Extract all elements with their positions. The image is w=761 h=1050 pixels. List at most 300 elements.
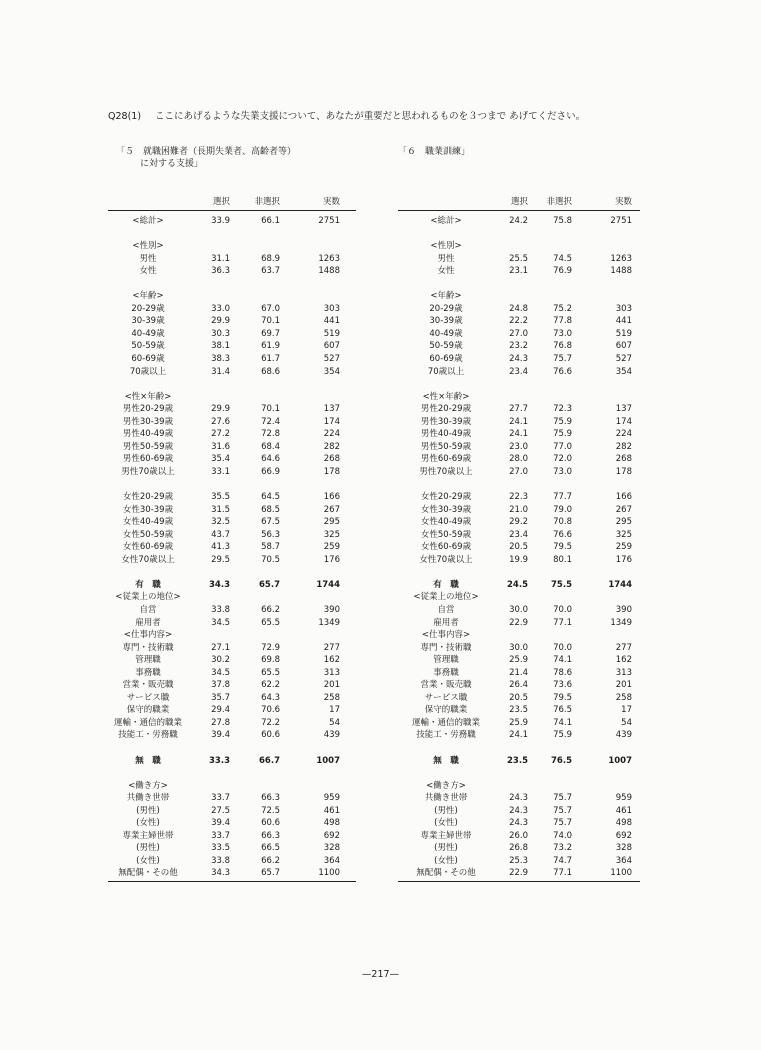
count: 439 [323, 730, 340, 741]
row-label: 男性20-29歳 [420, 404, 472, 415]
table-row [398, 629, 640, 642]
selected-pct: 24.1 [509, 429, 528, 440]
row-label: (男性) [136, 805, 160, 816]
count: 1349 [610, 617, 632, 628]
row-label: 女性 [437, 266, 455, 277]
not-selected-pct: 74.0 [553, 830, 572, 841]
count: 267 [615, 504, 632, 515]
table-row [108, 767, 356, 780]
not-selected-pct: 60.6 [261, 730, 280, 741]
table-row [398, 378, 640, 391]
not-selected-pct: 69.8 [261, 655, 280, 666]
not-selected-pct: 72.5 [261, 805, 280, 816]
count: 303 [615, 303, 632, 314]
table-row [108, 378, 356, 391]
count: 328 [615, 843, 632, 854]
not-selected-pct: 77.1 [553, 868, 572, 879]
not-selected-pct: 72.2 [261, 717, 280, 728]
table-row [398, 453, 640, 466]
table-row [398, 742, 640, 755]
question-text: ここにあげるような失業支援について、あなたが重要だと思われるものを３つまで あげてください。 [155, 111, 586, 122]
not-selected-pct: 66.1 [261, 216, 280, 226]
row-label: 男性60-69歳 [122, 454, 174, 465]
selected-pct: 24.3 [509, 805, 528, 816]
table-row [108, 340, 356, 353]
row-label: サービス職 [126, 692, 170, 703]
count: 607 [323, 341, 340, 352]
table-row [108, 478, 356, 491]
not-selected-pct: 68.9 [261, 253, 280, 264]
row-label: 50-59歳 [429, 341, 463, 352]
right-table [398, 195, 640, 885]
not-selected-pct: 76.6 [553, 529, 572, 540]
not-selected-pct: 64.6 [261, 454, 280, 465]
count: 178 [615, 466, 632, 477]
count: 162 [323, 655, 340, 666]
row-label: 女性40-49歳 [420, 517, 472, 528]
count: 162 [615, 655, 632, 666]
not-selected-pct: 70.0 [553, 642, 572, 653]
row-label: 男性 [437, 253, 455, 264]
left-section-title [116, 146, 296, 170]
table-row [398, 353, 640, 366]
count: 201 [323, 680, 340, 691]
left-title-line1: 「５ 就職困難者（長期失業者、高齢者等） [116, 147, 297, 157]
row-label: 男性70歳以上 [419, 466, 473, 477]
selected-pct: 23.5 [507, 755, 528, 766]
table-row [398, 303, 640, 316]
count: 54 [621, 717, 632, 728]
not-selected-pct: 65.7 [261, 868, 280, 879]
row-label: 専業主婦世帯 [420, 830, 472, 841]
table-row [108, 441, 356, 454]
count: 174 [615, 416, 632, 427]
selected-pct: 31.1 [211, 253, 230, 264]
not-selected-pct: 76.8 [553, 341, 572, 352]
table-row [398, 654, 640, 667]
selected-pct: 38.3 [211, 354, 230, 365]
right-header-selected: 選択 [510, 197, 528, 207]
not-selected-pct: 76.5 [551, 755, 572, 766]
count: 325 [323, 529, 340, 540]
not-selected-pct: 74.1 [553, 655, 572, 666]
row-label: <仕事内容> [123, 630, 173, 641]
count: 390 [323, 604, 340, 615]
selected-pct: 30.0 [509, 642, 528, 653]
count: 201 [615, 680, 632, 691]
row-label: 60-69歳 [131, 354, 165, 365]
table-row [398, 642, 640, 655]
table-row [108, 755, 356, 768]
row-label: 共働き世帯 [126, 793, 170, 804]
right-section-title [398, 146, 470, 158]
count: 519 [615, 328, 632, 339]
row-label: 女性70歳以上 [419, 554, 473, 565]
selected-pct: 27.6 [211, 416, 230, 427]
left-table-header [108, 195, 356, 209]
selected-pct: 23.1 [509, 266, 528, 277]
row-label: 70歳以上 [129, 366, 167, 377]
count: 1007 [316, 755, 340, 766]
table-row [108, 328, 356, 341]
row-label: サービス職 [424, 692, 468, 703]
not-selected-pct: 65.7 [259, 579, 280, 590]
count: 259 [615, 542, 632, 553]
selected-pct: 25.5 [509, 253, 528, 264]
table-row [398, 265, 640, 278]
row-label: 女性30-39歳 [420, 504, 472, 515]
table-row [398, 767, 640, 780]
selected-pct: 29.4 [211, 705, 230, 716]
count: 224 [615, 429, 632, 440]
not-selected-pct: 75.8 [553, 216, 572, 226]
left-header-count: 実数 [322, 197, 340, 207]
table-row [108, 516, 356, 529]
not-selected-pct: 72.0 [553, 454, 572, 465]
not-selected-pct: 79.5 [553, 542, 572, 553]
table-row [108, 742, 356, 755]
count: 313 [615, 667, 632, 678]
selected-pct: 21.4 [509, 667, 528, 678]
table-row [398, 692, 640, 705]
count: 54 [329, 717, 340, 728]
row-label: 営業・販売職 [122, 680, 174, 691]
row-label: 女性30-39歳 [122, 504, 174, 515]
selected-pct: 22.9 [509, 617, 528, 628]
row-label: 20-29歳 [131, 303, 165, 314]
selected-pct: 43.7 [211, 529, 230, 540]
count: 461 [323, 805, 340, 816]
table-row [398, 780, 640, 793]
not-selected-pct: 65.5 [261, 617, 280, 628]
selected-pct: 34.3 [209, 579, 230, 590]
count: 441 [323, 316, 340, 327]
not-selected-pct: 72.3 [553, 404, 572, 415]
not-selected-pct: 72.9 [261, 642, 280, 653]
selected-pct: 27.5 [211, 805, 230, 816]
count: 692 [323, 830, 340, 841]
table-row [108, 315, 356, 328]
selected-pct: 33.9 [211, 216, 230, 226]
table-row [108, 591, 356, 604]
count: 259 [323, 542, 340, 553]
table-row [108, 617, 356, 630]
selected-pct: 24.3 [509, 354, 528, 365]
row-label: 男性40-49歳 [420, 429, 472, 440]
right-header-not-selected: 非選択 [546, 197, 572, 207]
selected-pct: 29.2 [509, 517, 528, 528]
row-label: <働き方> [128, 780, 168, 791]
selected-pct: 35.5 [211, 492, 230, 503]
not-selected-pct: 56.3 [261, 529, 280, 540]
selected-pct: 33.0 [211, 303, 230, 314]
not-selected-pct: 66.2 [261, 855, 280, 866]
table-row [398, 679, 640, 692]
table-row [398, 228, 640, 241]
not-selected-pct: 77.1 [553, 617, 572, 628]
row-label: 男性50-59歳 [420, 441, 472, 452]
table-row [398, 416, 640, 429]
count: 959 [323, 793, 340, 804]
count: 527 [615, 354, 632, 365]
count: 354 [615, 366, 632, 377]
table-row [108, 541, 356, 554]
count: 328 [323, 843, 340, 854]
table-row [108, 466, 356, 479]
row-label: (男性) [434, 843, 458, 854]
row-label: 雇用者 [135, 617, 161, 628]
row-label: <性×年齢> [422, 391, 470, 402]
count: 282 [615, 441, 632, 452]
table-row [398, 529, 640, 542]
selected-pct: 36.3 [211, 266, 230, 277]
selected-pct: 23.5 [509, 705, 528, 716]
selected-pct: 24.2 [509, 216, 528, 226]
question-number: Q28(1) [108, 111, 142, 122]
row-label: <性別> [430, 241, 462, 252]
selected-pct: 22.2 [509, 316, 528, 327]
selected-pct: 33.8 [211, 855, 230, 866]
selected-pct: 27.7 [509, 404, 528, 415]
not-selected-pct: 61.9 [261, 341, 280, 352]
table-row [108, 491, 356, 504]
selected-pct: 33.1 [211, 466, 230, 477]
selected-pct: 25.3 [509, 855, 528, 866]
selected-pct: 32.5 [211, 517, 230, 528]
row-label: 40-49歳 [131, 328, 165, 339]
left-bottom-rule [108, 881, 356, 882]
selected-pct: 24.1 [509, 416, 528, 427]
count: 1349 [318, 617, 340, 628]
left-header-rule [108, 210, 356, 211]
selected-pct: 38.1 [211, 341, 230, 352]
selected-pct: 33.7 [211, 793, 230, 804]
table-row [398, 428, 640, 441]
not-selected-pct: 75.7 [553, 793, 572, 804]
selected-pct: 22.9 [509, 868, 528, 879]
table-row [398, 253, 640, 266]
not-selected-pct: 76.6 [553, 366, 572, 377]
row-label: 管理職 [433, 655, 459, 666]
count: 166 [615, 492, 632, 503]
count: 607 [615, 341, 632, 352]
row-label: 60-69歳 [429, 354, 463, 365]
not-selected-pct: 77.7 [553, 492, 572, 503]
count: 1744 [316, 579, 340, 590]
not-selected-pct: 69.7 [261, 328, 280, 339]
row-label: 男性40-49歳 [122, 429, 174, 440]
table-row [108, 717, 356, 730]
table-row [398, 491, 640, 504]
row-label: 男性50-59歳 [122, 441, 174, 452]
left-table [108, 195, 356, 885]
row-label: <総計> [430, 216, 462, 226]
table-row [108, 428, 356, 441]
count: 295 [323, 517, 340, 528]
selected-pct: 28.0 [509, 454, 528, 465]
table-row [398, 240, 640, 253]
not-selected-pct: 78.6 [553, 667, 572, 678]
not-selected-pct: 67.5 [261, 517, 280, 528]
not-selected-pct: 80.1 [553, 554, 572, 565]
table-row [108, 290, 356, 303]
table-row [398, 441, 640, 454]
table-row [398, 667, 640, 680]
not-selected-pct: 74.7 [553, 855, 572, 866]
selected-pct: 26.8 [509, 843, 528, 854]
selected-pct: 31.5 [211, 504, 230, 515]
table-row [108, 729, 356, 742]
table-row [398, 604, 640, 617]
not-selected-pct: 73.2 [553, 843, 572, 854]
selected-pct: 23.4 [509, 366, 528, 377]
row-label: 女性60-69歳 [122, 542, 174, 553]
table-row [398, 315, 640, 328]
selected-pct: 29.5 [211, 554, 230, 565]
count: 390 [615, 604, 632, 615]
not-selected-pct: 79.5 [553, 692, 572, 703]
not-selected-pct: 66.3 [261, 793, 280, 804]
selected-pct: 23.0 [509, 441, 528, 452]
selected-pct: 24.5 [507, 579, 528, 590]
count: 303 [323, 303, 340, 314]
right-title-line1: 「６ 職業訓練」 [398, 147, 471, 157]
table-row [108, 391, 356, 404]
selected-pct: 31.6 [211, 441, 230, 452]
selected-pct: 26.0 [509, 830, 528, 841]
count: 1263 [610, 253, 632, 264]
row-label: 40-49歳 [429, 328, 463, 339]
selected-pct: 27.2 [211, 429, 230, 440]
count: 1100 [318, 868, 340, 879]
row-label: <年齢> [132, 291, 164, 302]
not-selected-pct: 70.8 [553, 517, 572, 528]
count: 277 [615, 642, 632, 653]
row-label: 技能工・労務職 [118, 730, 178, 741]
count: 277 [323, 642, 340, 653]
selected-pct: 19.9 [509, 554, 528, 565]
table-row [108, 303, 356, 316]
not-selected-pct: 68.5 [261, 504, 280, 515]
table-row [108, 629, 356, 642]
table-row [108, 667, 356, 680]
table-row [108, 604, 356, 617]
row-label: 女性70歳以上 [121, 554, 175, 565]
row-label: <従業上の地位> [115, 592, 181, 603]
row-label: 事務職 [135, 667, 161, 678]
row-label: 女性40-49歳 [122, 517, 174, 528]
selected-pct: 27.0 [509, 328, 528, 339]
row-label: 女性20-29歳 [122, 492, 174, 503]
count: 498 [323, 818, 340, 829]
not-selected-pct: 66.9 [261, 466, 280, 477]
table-row [108, 792, 356, 805]
table-row [398, 855, 640, 868]
table-row [398, 704, 640, 717]
not-selected-pct: 64.5 [261, 492, 280, 503]
row-label: 女性20-29歳 [420, 492, 472, 503]
table-row [108, 215, 356, 228]
count: 1488 [610, 266, 632, 277]
row-label: 男性 [139, 253, 157, 264]
not-selected-pct: 75.7 [553, 354, 572, 365]
row-label: 技能工・労務職 [416, 730, 476, 741]
row-label: 無配偶・その他 [118, 868, 178, 879]
selected-pct: 23.4 [509, 529, 528, 540]
row-label: (女性) [434, 818, 458, 829]
count: 354 [323, 366, 340, 377]
selected-pct: 25.9 [509, 717, 528, 728]
table-row [398, 755, 640, 768]
row-label: 管理職 [135, 655, 161, 666]
row-label: 女性50-59歳 [122, 529, 174, 540]
count: 178 [323, 466, 340, 477]
not-selected-pct: 72.8 [261, 429, 280, 440]
selected-pct: 33.8 [211, 604, 230, 615]
row-label: 運輸・通信的職業 [113, 717, 182, 728]
table-row [108, 867, 356, 880]
count: 174 [323, 416, 340, 427]
not-selected-pct: 61.7 [261, 354, 280, 365]
count: 364 [323, 855, 340, 866]
not-selected-pct: 75.2 [553, 303, 572, 314]
not-selected-pct: 76.5 [553, 705, 572, 716]
not-selected-pct: 77.8 [553, 316, 572, 327]
table-row [108, 830, 356, 843]
selected-pct: 27.1 [211, 642, 230, 653]
row-label: 共働き世帯 [424, 793, 468, 804]
row-label: <性別> [132, 241, 164, 252]
table-row [398, 729, 640, 742]
count: 1744 [608, 579, 632, 590]
row-label: 雇用者 [433, 617, 459, 628]
table-row [108, 265, 356, 278]
table-row [398, 792, 640, 805]
selected-pct: 33.3 [209, 755, 230, 766]
row-label: (女性) [136, 818, 160, 829]
row-label: 保守的職業 [126, 705, 170, 716]
not-selected-pct: 75.9 [553, 429, 572, 440]
count: 692 [615, 830, 632, 841]
count: 176 [615, 554, 632, 565]
row-label: 専業主婦世帯 [122, 830, 174, 841]
row-label: 男性60-69歳 [420, 454, 472, 465]
table-row [108, 692, 356, 705]
count: 268 [323, 454, 340, 465]
table-row [398, 366, 640, 379]
row-label: 有 職 [135, 579, 161, 590]
selected-pct: 26.4 [509, 680, 528, 691]
count: 282 [323, 441, 340, 452]
row-label: (女性) [434, 855, 458, 866]
count: 224 [323, 429, 340, 440]
count: 137 [323, 404, 340, 415]
selected-pct: 29.9 [211, 316, 230, 327]
not-selected-pct: 73.0 [553, 466, 572, 477]
selected-pct: 27.8 [211, 717, 230, 728]
row-label: 営業・販売職 [420, 680, 472, 691]
table-row [398, 466, 640, 479]
selected-pct: 30.3 [211, 328, 230, 339]
row-label: 専門・技術職 [420, 642, 472, 653]
count: 295 [615, 517, 632, 528]
row-label: <働き方> [426, 780, 466, 791]
table-row [398, 817, 640, 830]
selected-pct: 33.7 [211, 830, 230, 841]
not-selected-pct: 75.7 [553, 805, 572, 816]
left-header-selected: 選択 [212, 197, 230, 207]
table-row [398, 805, 640, 818]
